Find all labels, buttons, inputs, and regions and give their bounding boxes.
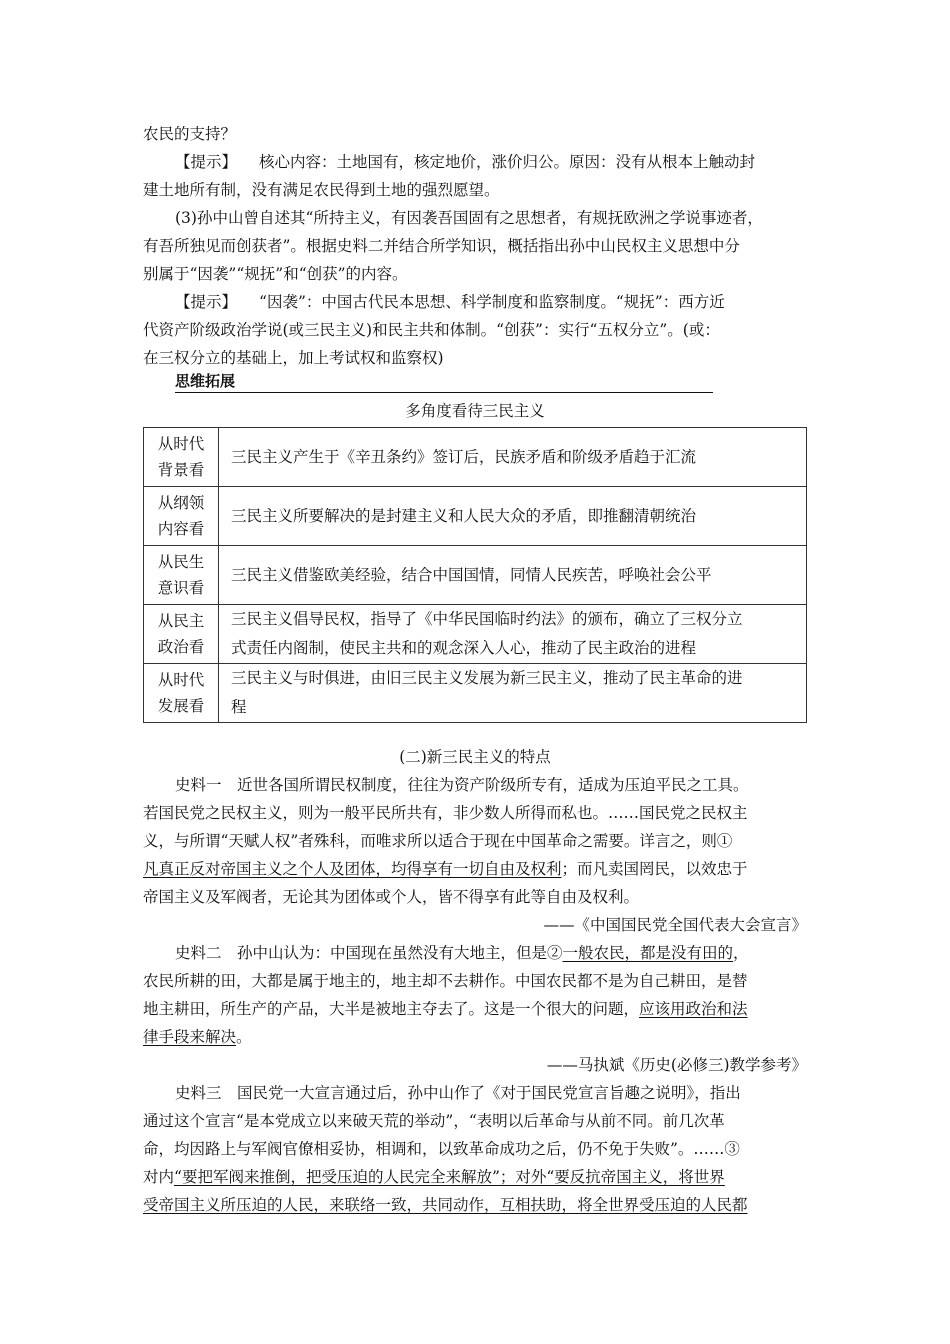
hint-text: “因袭”：中国古代民本思想、科学制度和监察制度。“规抚”：西方近	[259, 293, 725, 311]
table-title: 多角度看待三民主义	[405, 402, 545, 420]
row-content: 三民主义所要解决的是封建主义和人民大众的矛盾，即推翻清朝统治	[219, 487, 807, 546]
text-line: 代资产阶级政治学说(或三民主义)和民主共和体制。“创获”：实行“五权分立”。(或：	[143, 321, 720, 339]
question-line: (3)孙中山曾自述其“所持主义，有因袭吾国固有之思想者，有规抚欧洲之学说事迹者，	[175, 209, 763, 227]
hint-label: 【提示】	[175, 293, 238, 311]
table-row	[144, 546, 807, 605]
source-line: 地主耕田，所生产的产品，大半是被地主夺去了。这是一个很大的问题，应该用政治和法	[143, 1000, 748, 1018]
question-line: 有吾所独见而创获者”。根据史料二并结合所学知识，概括指出孙中山民权主义思想中分	[143, 237, 740, 255]
source-line: 农民所耕的田，大都是属于地主的，地主却不去耕作。中国农民都不是为自己耕田，是替	[143, 972, 748, 990]
table-row	[144, 664, 807, 723]
underlined-text: 律手段来解决	[143, 1028, 237, 1046]
table-row	[144, 487, 807, 546]
row-header: 从时代 背景看	[144, 428, 219, 487]
question-line: 别属于“因袭”“规抚”和“创获”的内容。	[143, 265, 408, 283]
source-line: 律手段来解决。	[143, 1028, 252, 1046]
hint-paragraph	[175, 288, 725, 316]
underlined-text: 一般农民，都是没有田的	[562, 944, 734, 962]
table-row	[144, 428, 807, 487]
section-heading: 思维拓展	[175, 370, 713, 393]
source-line: 若国民党之民权主义，则为一般平民所共有，非少数人所得而私也。……国民党之民权主	[143, 804, 748, 822]
row-header: 从民主 政治看	[144, 605, 219, 664]
row-content: 三民主义产生于《辛丑条约》签订后，民族矛盾和阶级矛盾趋于汇流	[219, 428, 807, 487]
row-header: 从纲领 内容看	[144, 487, 219, 546]
source-line: 对内“要把军阀来推倒，把受压迫的人民完全来解放”；对外“要反抗帝国主义，将世界	[143, 1168, 725, 1186]
row-content: 三民主义与时俱进，由旧三民主义发展为新三民主义，推动了民主革命的进 程	[219, 664, 807, 723]
source-line: 史料一 近世各国所谓民权制度，往往为资产阶级所专有，适成为压迫平民之工具。	[175, 776, 749, 794]
text-line: 建土地所有制，没有满足农民得到土地的强烈愿望。	[143, 181, 500, 199]
source-line: 通过这个宣言“是本党成立以来破天荒的举动”，“表明以后革命与从前不同。前几次革	[143, 1112, 725, 1130]
table-row	[144, 605, 807, 664]
hint-label: 【提示】	[175, 153, 238, 171]
text-line: 在三权分立的基础上，加上考试权和监察权)	[143, 349, 444, 367]
source-line: 帝国主义及军阀者，无论其为团体或个人，皆不得享有此等自由及权利。	[143, 888, 640, 906]
source-line: 命，均因路上与军阀官僚相妥协，相调和，以致革命成功之后，仍不免于失败”。……③	[143, 1140, 740, 1158]
underlined-text: 应该用政治和法	[639, 1000, 748, 1018]
row-content: 三民主义借鉴欧美经验，结合中国国情，同情人民疾苦，呼唤社会公平	[219, 546, 807, 605]
row-header: 从民生 意识看	[144, 546, 219, 605]
underlined-text: 凡真正反对帝国主义之个人及团体，均得享有一切自由及权利	[143, 860, 562, 878]
source-line: 义，与所谓“天赋人权”者殊科，而唯求所以适合于现在中国革命之需要。详言之，则①	[143, 832, 733, 850]
source-line	[143, 1191, 748, 1219]
text-line: 农民的支持？	[143, 125, 237, 143]
row-content: 三民主义倡导民权，指导了《中华民国临时约法》的颁布，确立了三权分立 式责任内阁制，使民主共和的观念深入人心，推动了民主政治的进程	[219, 605, 807, 664]
source-line: 凡真正反对帝国主义之个人及团体，均得享有一切自由及权利；而凡卖国罔民，以效忠于	[143, 860, 748, 878]
source-citation: ——马执斌《历史(必修三)教学参考》	[546, 1056, 807, 1074]
source-line: 史料二 孙中山认为：中国现在虽然没有大地主，但是②一般农民，都是没有田的，	[175, 944, 749, 962]
perspectives-table	[143, 427, 807, 723]
section-title: (二)新三民主义的特点	[399, 748, 551, 766]
underlined-text: 受帝国主义所压迫的人民，来联络一致，共同动作，互相扶助，将全世界受压迫的人民都	[143, 1196, 748, 1214]
underlined-text: “要把军阀来推倒，把受压迫的人民完全来解放”；对外“要反抗帝国主义，将世界	[174, 1168, 725, 1186]
hint-text: 核心内容：土地国有，核定地价，涨价归公。原因：没有从根本上触动封	[259, 153, 756, 171]
hint-paragraph	[175, 148, 755, 176]
source-line: 史料三 国民党一大宣言通过后，孙中山作了《对于国民党宣言旨趣之说明》，指出	[175, 1084, 741, 1102]
row-header: 从时代 发展看	[144, 664, 219, 723]
source-citation: ——《中国国民党全国代表大会宣言》	[543, 916, 807, 934]
